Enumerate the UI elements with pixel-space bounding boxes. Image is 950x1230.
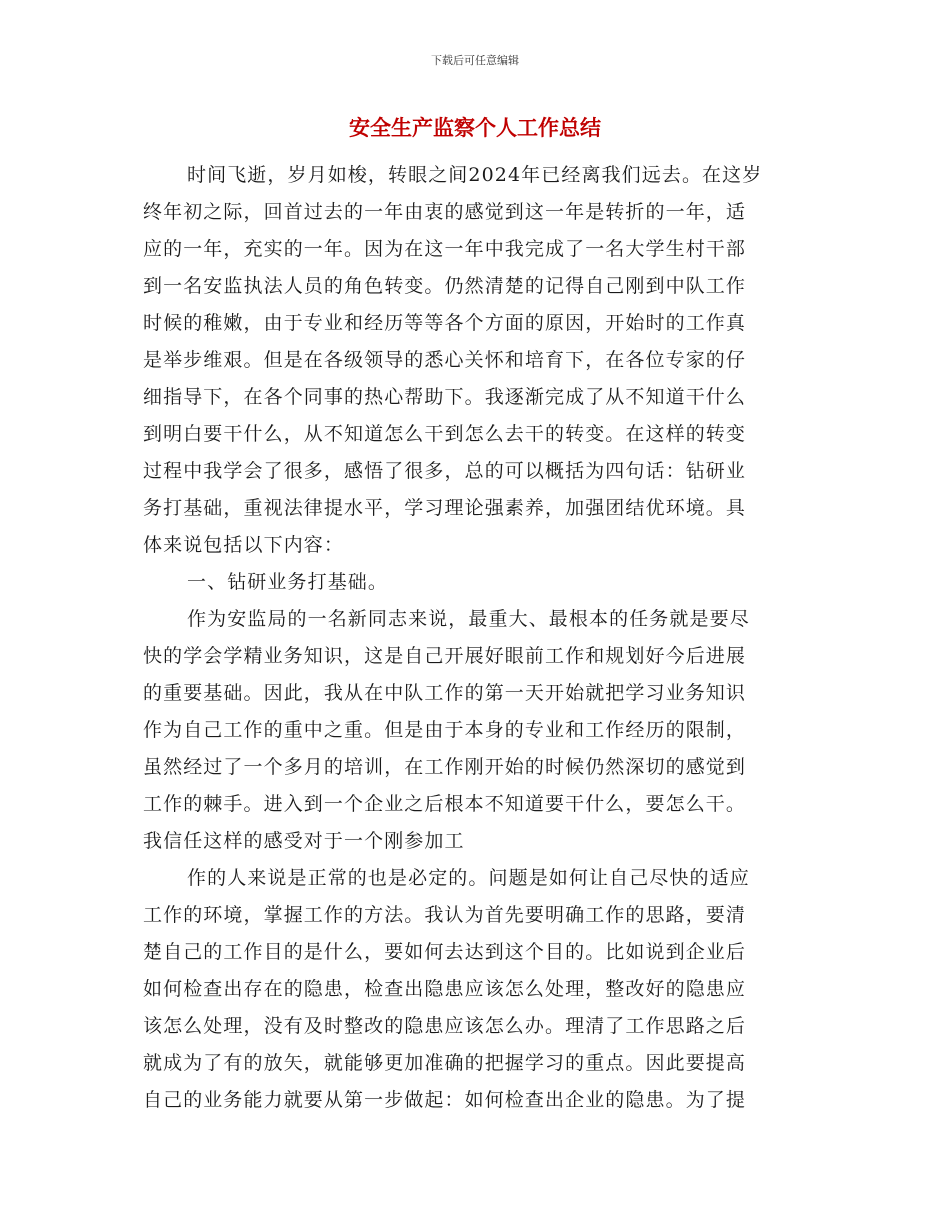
body-line: 时候的稚嫩，由于专业和经历等等各个方面的原因，开始时的工作真 <box>143 312 747 334</box>
body-line: 细指导下，在各个同事的热心帮助下。我逐渐完成了从不知道干什么 <box>143 386 747 408</box>
body-line: 终年初之际，回首过去的一年由衷的感觉到这一年是转折的一年，适 <box>143 201 747 223</box>
body-line: 快的学会学精业务知识，这是自己开展好眼前工作和规划好今后进展 <box>143 645 747 667</box>
body-line: 到明白要干什么，从不知道怎么干到怎么去干的转变。在这样的转变 <box>143 423 747 445</box>
page-header-note: 下载后可任意编辑 <box>431 54 519 67</box>
body-line: 该怎么处理，没有及时整改的隐患应该怎么办。理清了工作思路之后 <box>143 1015 747 1037</box>
body-line: 楚自己的工作目的是什么，要如何去达到这个目的。比如说到企业后 <box>143 941 747 963</box>
body-line: 就成为了有的放矢，就能够更加准确的把握学习的重点。因此要提高 <box>143 1052 747 1074</box>
body-line: 自己的业务能力就要从第一步做起：如何检查出企业的隐患。为了提 <box>143 1089 747 1111</box>
body-line: 体来说包括以下内容： <box>143 534 345 556</box>
body-line: 的重要基础。因此，我从在中队工作的第一天开始就把学习业务知识 <box>143 682 747 704</box>
body-line: 务打基础，重视法律提水平，学习理论强素养，加强团结优环境。具 <box>143 497 747 519</box>
body-line: 是举步维艰。但是在各级领导的悉心关怀和培育下，在各位专家的仔 <box>143 349 747 371</box>
body-line: 到一名安监执法人员的角色转变。仍然清楚的记得自己刚到中队工作 <box>143 275 747 297</box>
document-body <box>143 157 798 1119</box>
body-line: 应的一年，充实的一年。因为在这一年中我完成了一名大学生村干部 <box>143 238 747 260</box>
body-line: 我信任这样的感受对于一个刚参加工 <box>143 830 465 852</box>
document-title: 安全生产监察个人工作总结 <box>349 116 601 140</box>
body-line: 时间飞逝，岁月如梭，转眼之间2024年已经离我们远去。在这岁 <box>187 164 763 186</box>
body-line: 如何检查出存在的隐患，检查出隐患应该怎么处理，整改好的隐患应 <box>143 978 747 1000</box>
body-line: 过程中我学会了很多，感悟了很多，总的可以概括为四句话：钻研业 <box>143 460 747 482</box>
body-line: 作为自己工作的重中之重。但是由于本身的专业和工作经历的限制， <box>143 719 747 741</box>
body-line: 作的人来说是正常的也是必定的。问题是如何让自己尽快的适应 <box>187 867 750 889</box>
body-line: 虽然经过了一个多月的培训，在工作刚开始的时候仍然深切的感觉到 <box>143 756 747 778</box>
body-line: 作为安监局的一名新同志来说，最重大、最根本的任务就是要尽 <box>187 608 750 630</box>
section-heading: 一、钻研业务打基础。 <box>187 571 389 593</box>
body-line: 工作的环境，掌握工作的方法。我认为首先要明确工作的思路，要清 <box>143 904 747 926</box>
body-line: 工作的棘手。进入到一个企业之后根本不知道要干什么，要怎么干。 <box>143 793 747 815</box>
